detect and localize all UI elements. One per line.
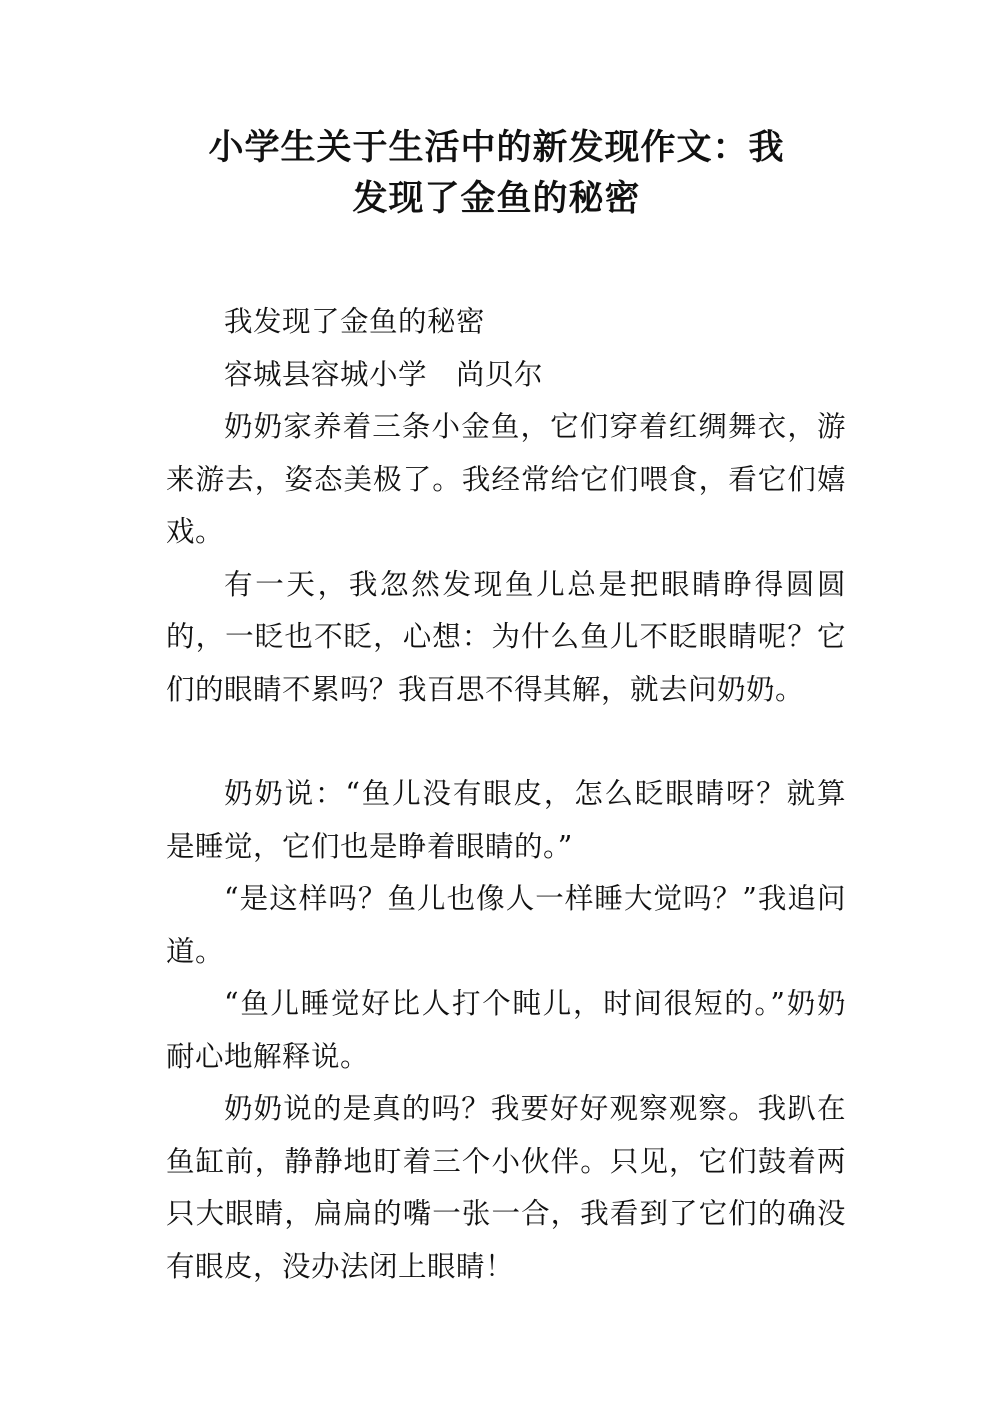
subtitle-paragraph: 我发现了金鱼的秘密 (224, 305, 486, 338)
body-paragraph: 奶奶说的是真的吗？我要好好观察观察。我趴在鱼缸前，静静地盯着三个小伙伴。只见，它们鼓着两只大眼睛，扁扁的嘴一张一合，我看到了它们的确没有眼皮，没办法闭上眼睛！ (166, 1092, 846, 1283)
body-paragraph: “是这样吗？鱼儿也像人一样睡大觉吗？”我追问道。 (166, 882, 846, 968)
body-paragraph: 奶奶说：“鱼儿没有眼皮，怎么眨眼睛呀？就算是睡觉，它们也是睁着眼睛的。” (166, 777, 846, 863)
document-body (166, 296, 846, 1293)
body-paragraph: 有一天，我忽然发现鱼儿总是把眼睛睁得圆圆的，一眨也不眨，心想：为什么鱼儿不眨眼睛呢？它们的眼睛不累吗？我百思不得其解，就去问奶奶。 (166, 567, 846, 706)
author-line: 容城县容城小学 尚贝尔 (224, 357, 544, 391)
body-paragraph: 奶奶家养着三条小金鱼，它们穿着红绸舞衣，游来游去，姿态美极了。我经常给它们喂食，看它们嬉戏。 (166, 410, 846, 548)
document-title (160, 123, 833, 225)
title-line-2: 发现了金鱼的秘密 (352, 179, 641, 219)
body-paragraph: “鱼儿睡觉好比人打个盹儿，时间很短的。”奶奶耐心地解释说。 (166, 987, 846, 1073)
title-line-1: 小学生关于生活中的新发现作文：我 (208, 128, 785, 168)
